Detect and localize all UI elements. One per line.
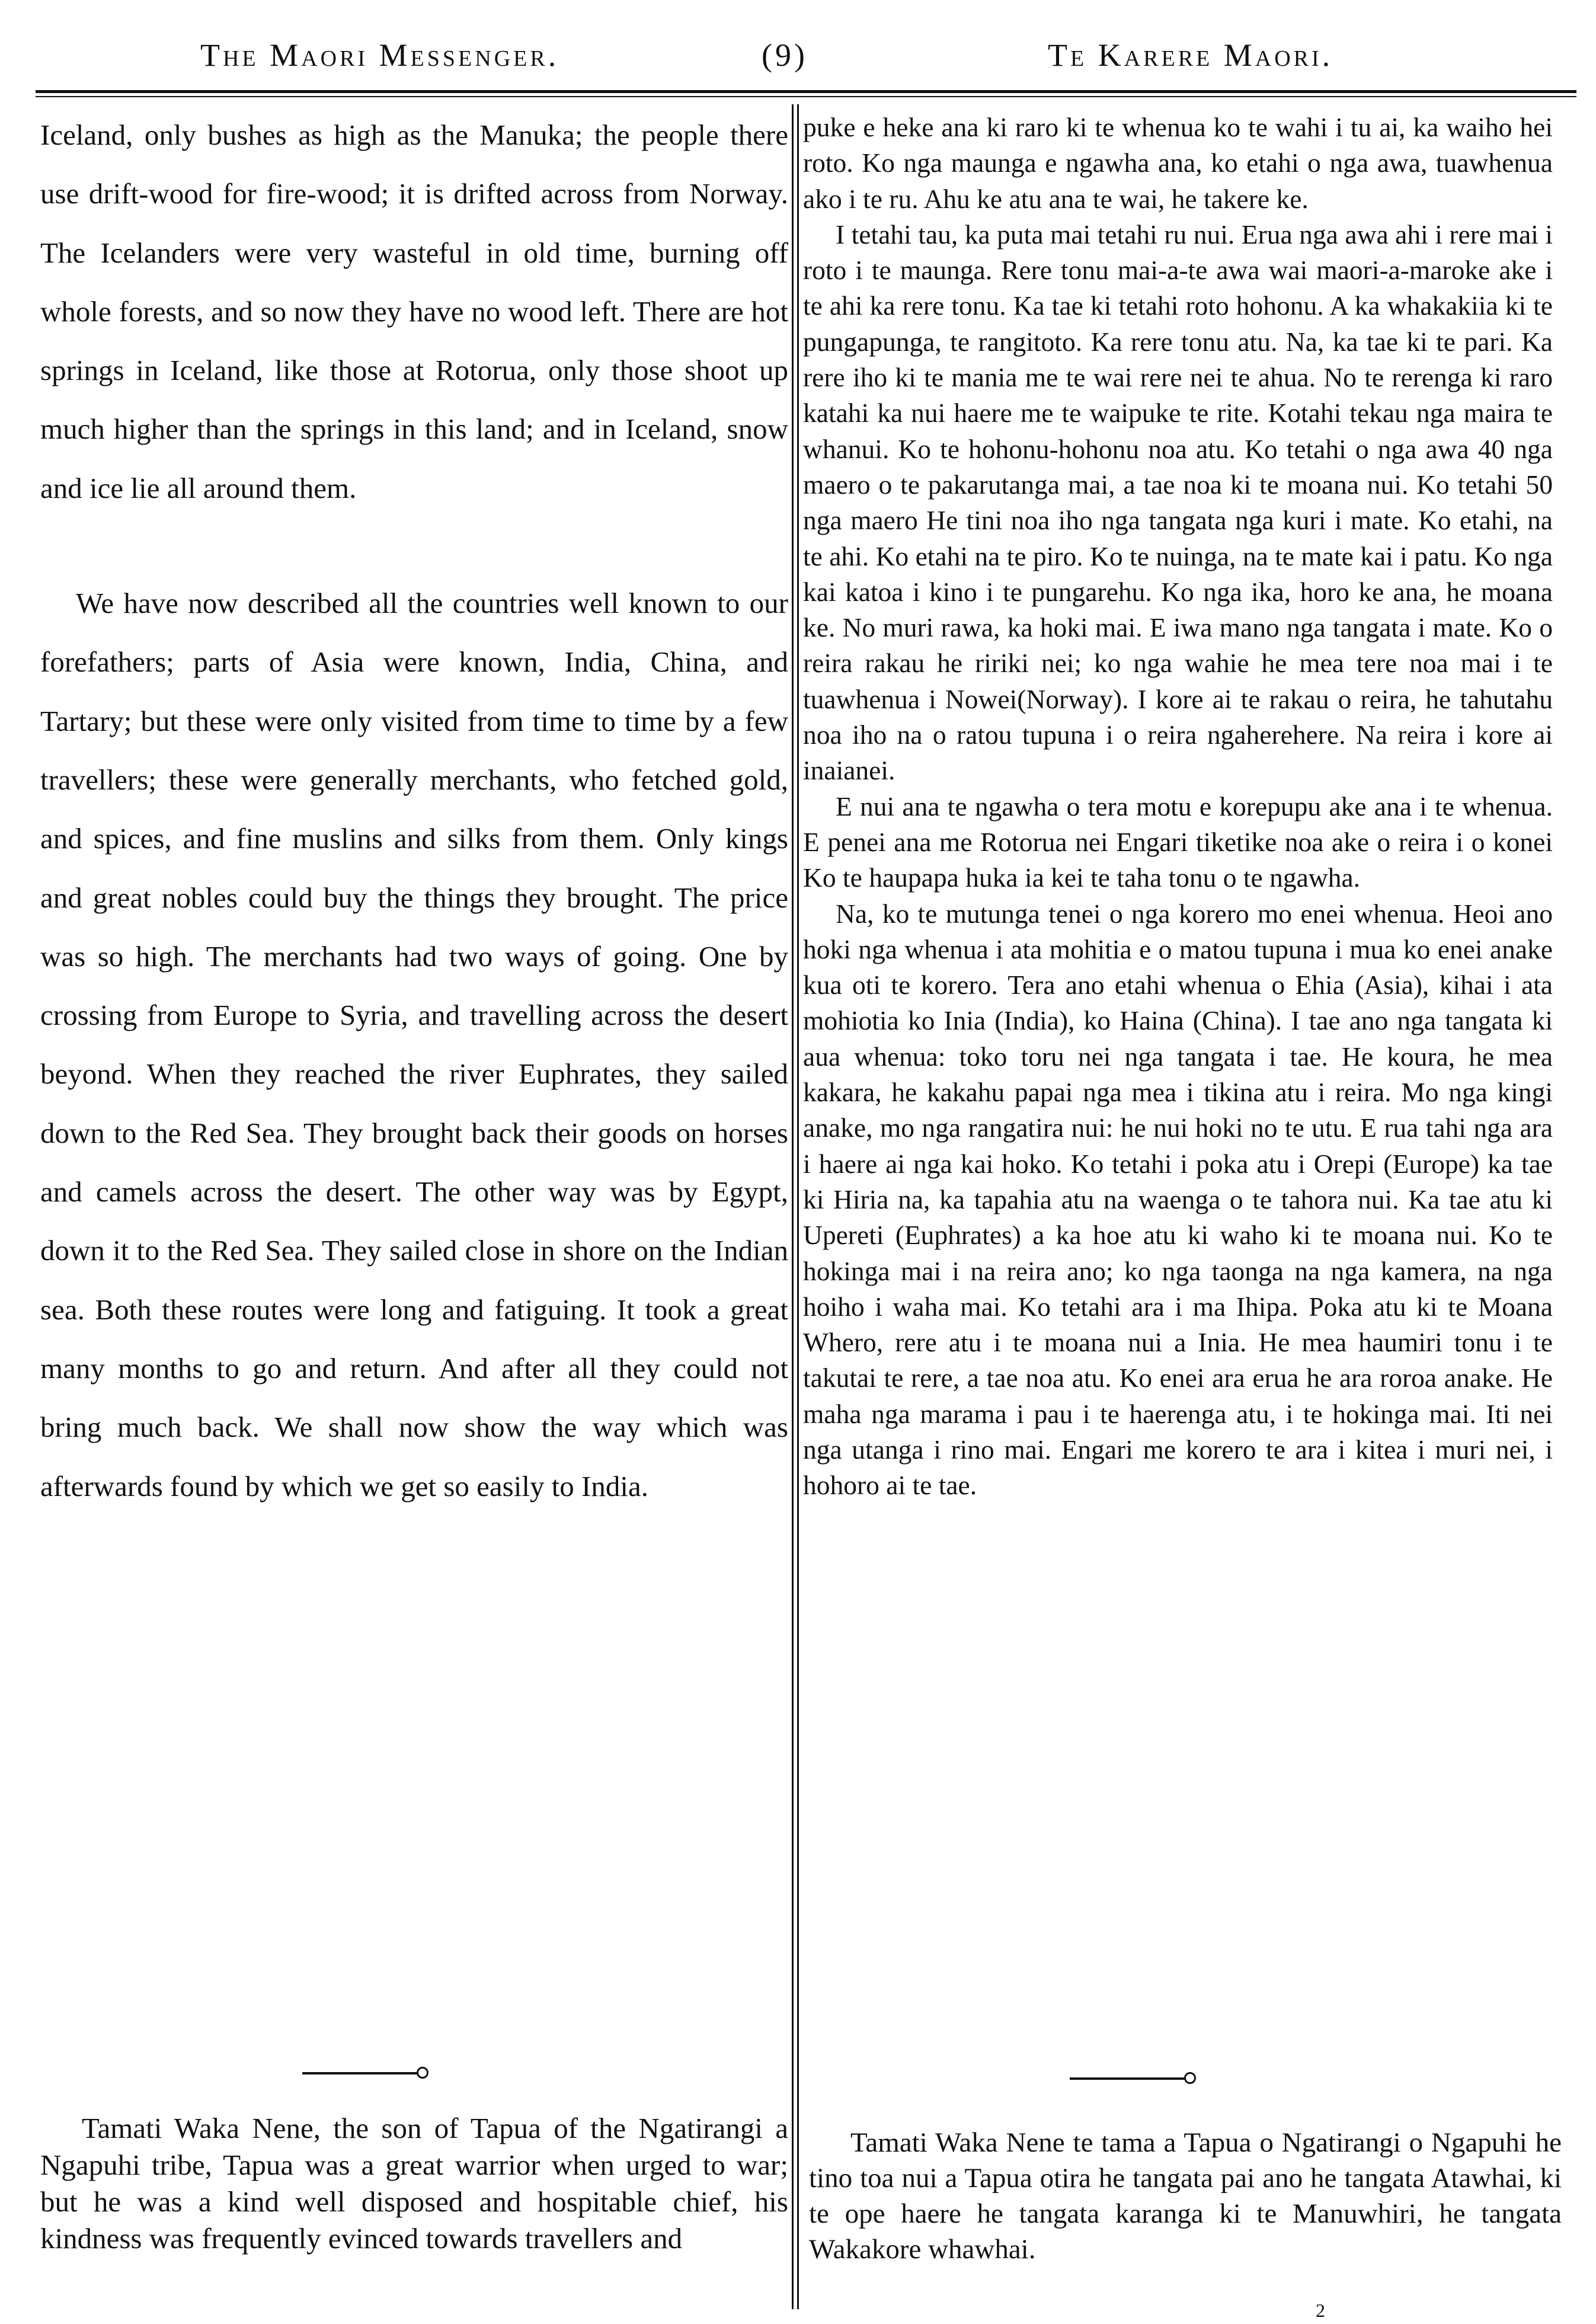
maori-tamati-paragraph: Tamati Waka Nene te tama a Tapua o Ngatirangi o Ngapuhi he tino toa nui a Tapua otira he tangata pai ano he tangata Atawhai, ki te ope haere he tangata karanga ki te Manuwhiri, he tangata Wakakore whawhai. [809, 2127, 1562, 2265]
column-divider-right [797, 104, 799, 2309]
section-ornament-right-dot [1184, 2072, 1196, 2084]
signature-mark: 2 [1316, 2300, 1325, 2321]
english-tamati-paragraph: Tamati Waka Nene, the son of Tapua of the Ngatirangi a Ngapuhi tribe, Tapua was a great warrior when urged to war; but he was a kind well disposed and hospitable chief, his kindness was frequently evinced towards travellers and [40, 2112, 788, 2255]
header-maori-title: Te Karere Maori. [1048, 37, 1333, 73]
maori-paragraph-2: I tetahi tau, ka puta mai tetahi ru nui. Erua nga awa ahi i rere mai i roto i te maunga. Rere tonu mai-a-te awa wai maori-a-maroke ake i te ahi ka rere tonu. Ka tae ki tetahi roto hohonu. A ka whakakiia ki te pungapunga, te rangitoto. Ka rere tonu atu. Na, ka tae ki te pari. Ka rere iho ki te mania me te wai rere nei te ahua. No te rerenga ki raro katahi ka nui haere me te waipuke te rite. Kotahi tekau nga maira te whanui. Ko te hohonu-hohonu noa atu. Ko tetahi o nga awa 40 nga maero o te pakarutanga mai, a tae noa ki te moana nui. Ko tetahi 50 nga maero He tini noa iho nga tangata nga kuri i mate. Ko etahi, na te ahi. Ko etahi na te piro. Ko te nuinga, na te mate kai i patu. Ko nga kai katoa i kino i te pungarehu. Ko nga ika, horo ke ana, he moana ke. No muri rawa, ka hoki mai. E iwa mano nga tangata i mate. Ko o reira rakau he ririki nei; ko nga wahie he mea tere noa mai i te tuawhenua i Nowei(Norway). I kore ai te rakau o reira, he tahutahu noa iho na o ratou tupuna i o reira ngaherehere. Na reira i kore ai inaianei. [803, 219, 1553, 786]
column-divider-left [792, 104, 794, 2309]
header-rule-thick [36, 90, 1576, 93]
maori-paragraph-1: puke e heke ana ki raro ki te whenua ko te wahi i tu ai, ka waiho hei roto. Ko nga maunga e ngawha ana, ko etahi o nga awa, tuawhenua ako i te ru. Ahu ke atu ana te wai, he takere ke. [803, 112, 1553, 214]
maori-column [803, 110, 1553, 2036]
english-bottom-section [40, 2110, 788, 2312]
english-paragraph-countries: We have now described all the countries well known to our forefathers; parts of Asia were known, India, China, and Tartary; but these were only visited from time to time by a few travellers; these were generally merchants, who fetched gold, and spices, and fine muslins and silks from them. Only kings and great nobles could buy the things they brought. The price was so high. The merchants had two ways of going. One by crossing from Europe to Syria, and travelling across the desert beyond. When they reached the river Euphrates, they sailed down to the Red Sea. They brought back their goods on horses and camels across the desert. The other way was by Egypt, down it to the Red Sea. They sailed close in shore on the Indian sea. Both these routes were long and fatiguing. It took a great many months to go and return. And after all they could not bring much back. We shall now show the way which was afterwards found by which we get so easily to India. [40, 587, 788, 1503]
section-ornament-left-rule [302, 2072, 427, 2074]
page-header [0, 0, 1596, 89]
page-number: (9) [762, 37, 808, 73]
maori-bottom-section [809, 2125, 1562, 2315]
section-ornament-left-dot [417, 2067, 428, 2079]
maori-paragraph-4: Na, ko te mutunga tenei o nga korero mo enei whenua. Heoi ano hoki nga whenua i ata mohitia e o matou tupuna i mua ko enei anake kua oti te korero. Tera ano etahi whenua o Ehia (Asia), kihai i ata mohiotia ko Inia (India), ko Haina (China). I tae ano nga tangata ki aua whenua: toko toru nei nga tangata i tae. He koura, he mea kakara, he kakahu papai nga mea i tikina atu i reira. Mo nga kingi anake, mo nga rangatira nui: he nui hoki no te utu. E rua tahi nga ara i haere ai nga kai hoko. Ko tetahi i poka atu i Orepi (Europe) ka tae ki Hiria na, ka tapahia atu na waenga o te tahora nui. Ka tae atu ki Upereti (Euphrates) a ka hoe atu ki waho ki te moana nui. Ko te hokinga mai i na reira ano; ko nga taonga na nga kamera, na nga hoiho i waha mai. Ko tetahi ara i ma Ihipa. Poka atu ki te Moana Whero, rere atu i te moana nui a Inia. He mea haumiri tonu i te takutai te rere, a tae noa atu. Ko enei ara erua he ara roroa anake. He maha nga marama i pau i te haerenga atu, i te hokinga mai. Iti nei nga utanga i rino mai. Engari me korero te ara i kitea i muri nei, i hohoro ai te tae. [803, 898, 1553, 1501]
section-ornament-right-rule [1070, 2077, 1194, 2080]
maori-paragraph-3: E nui ana te ngawha o tera motu e korepupu ake ana i te whenua. E penei ana me Rotorua nei Engari tiketike noa ake o reira i o konei Ko te haupapa huka ia kei te taha tonu o te ngawha. [803, 791, 1553, 893]
english-column [40, 106, 788, 2032]
header-rule-thin [36, 96, 1576, 97]
english-paragraph-iceland: Iceland, only bushes as high as the Manuka; the people there use drift-wood for fire-wood; it is drifted across from Norway. The Icelanders were very wasteful in old time, burning off whole forests, and so now they have no wood left. There are hot springs in Iceland, like those at Rotorua, only those shoot up much higher than the springs in this land; and in Iceland, snow and ice lie all around them. [40, 119, 788, 504]
header-english-title: The Maori Messenger. [200, 37, 559, 73]
